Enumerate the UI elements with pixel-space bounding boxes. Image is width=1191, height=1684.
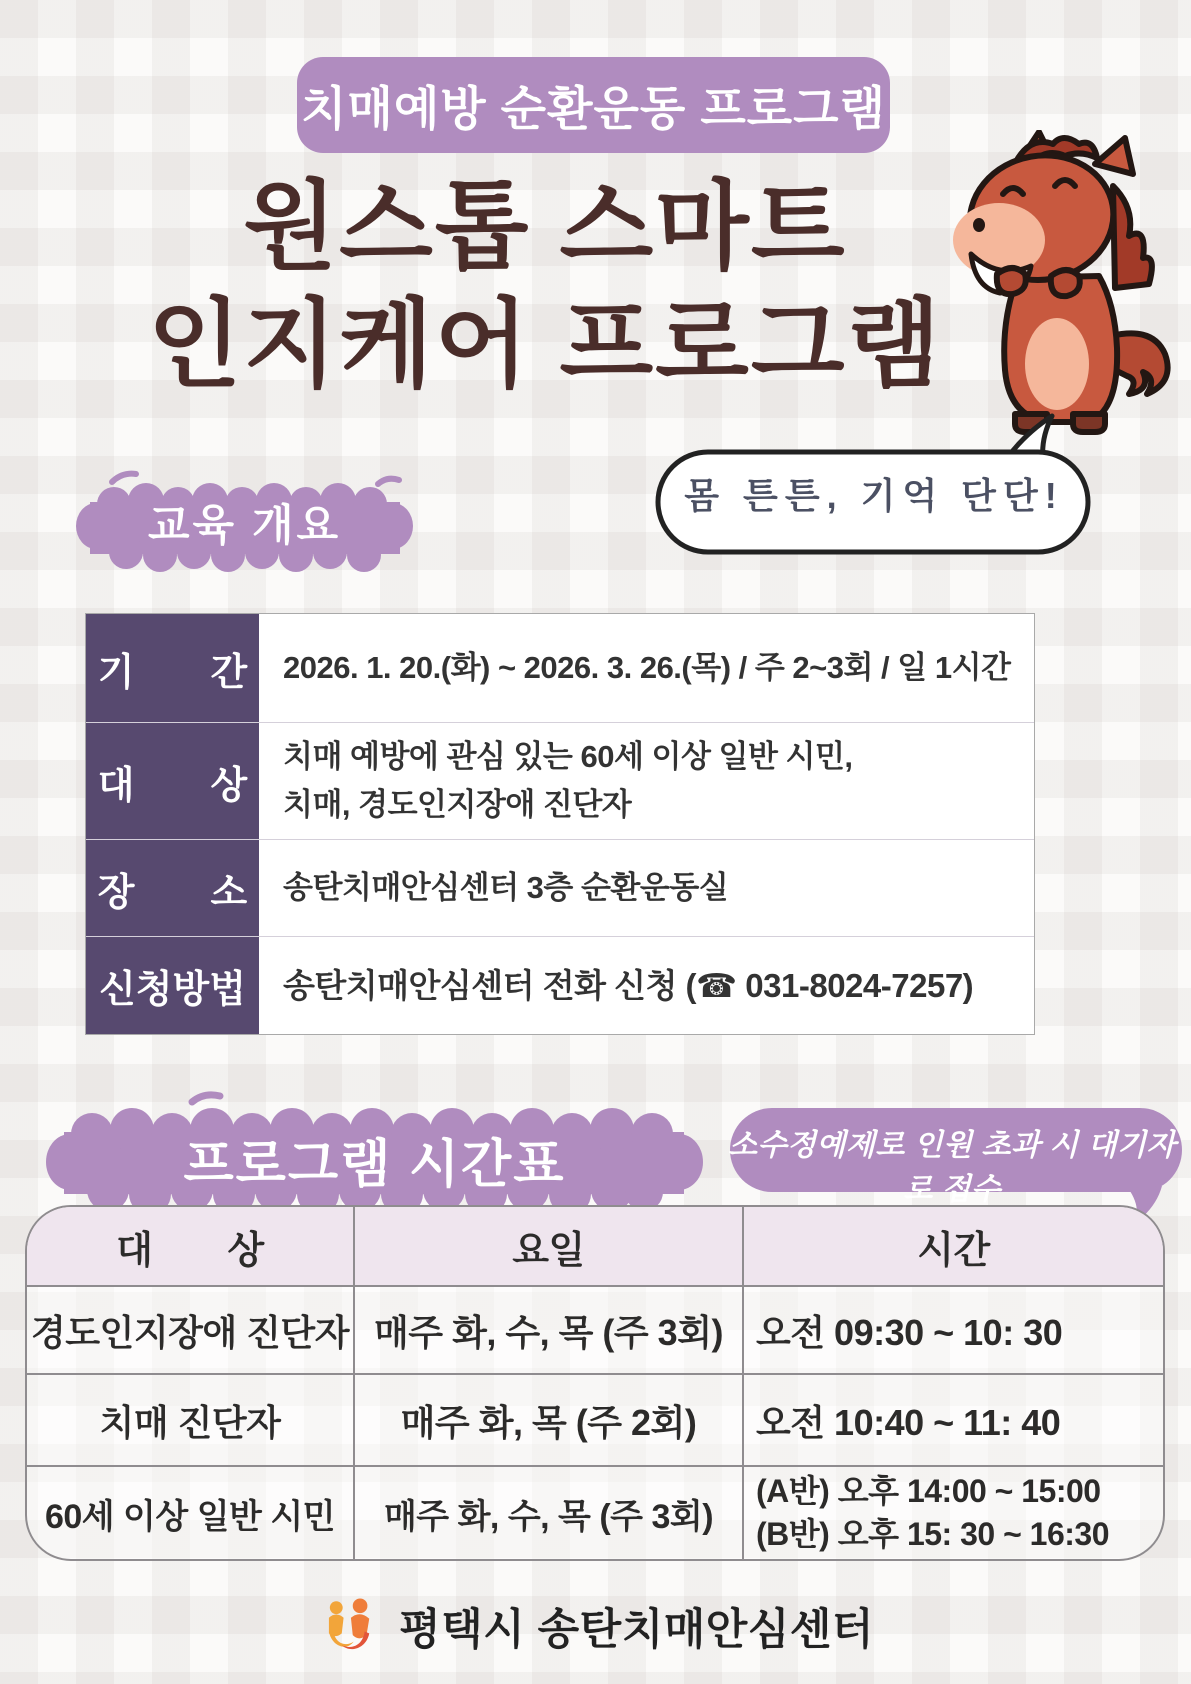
row-time: [744, 1467, 1163, 1559]
title-line1: 원스톱 스마트: [243, 172, 847, 281]
footer-org-name: 평택시 송탄치매안심센터: [399, 1605, 874, 1654]
row-label-target: 대 상: [86, 723, 259, 838]
schedule-table: [25, 1205, 1165, 1561]
mascot-speech-text: 몸 튼튼, 기억 단단!: [684, 475, 1064, 516]
row-value-target-line2: 치매, 경도인지장애 진단자: [283, 787, 632, 823]
schedule-row: [27, 1287, 1163, 1375]
header-days: 요일: [355, 1207, 744, 1285]
row-time-b: (B반) 오후 15: 30 ~ 16:30: [756, 1516, 1109, 1552]
row-target: 치매 진단자: [27, 1375, 355, 1465]
schedule-row: [27, 1467, 1163, 1559]
row-days: 매주 화, 수, 목 (주 3회): [355, 1467, 744, 1559]
row-time-a: (A반) 오후 14:00 ~ 15:00: [756, 1472, 1101, 1509]
table-row: [86, 840, 1034, 938]
row-value-target-line1: 치매 예방에 관심 있는 60세 이상 일반 시민,: [283, 739, 853, 775]
row-time: 오전 09:30 ~ 10: 30: [756, 1311, 1063, 1353]
row-days: 매주 화, 목 (주 2회): [355, 1375, 744, 1465]
row-time: 오전 10:40 ~ 11: 40: [756, 1401, 1061, 1443]
row-days: 매주 화, 수, 목 (주 3회): [355, 1287, 744, 1373]
row-target: 60세 이상 일반 시민: [27, 1467, 355, 1559]
schedule-note-text: 소수정예제로 인원 초과 시 대기자로 접수: [727, 1129, 1177, 1206]
header-target: 대 상: [27, 1207, 355, 1285]
row-target: 경도인지장애 진단자: [27, 1287, 355, 1373]
top-badge: [297, 57, 890, 153]
table-row: [86, 614, 1034, 723]
table-row: [86, 723, 1034, 839]
row-value-period: 2026. 1. 20.(화) ~ 2026. 3. 26.(목) / 주 2~3회 / 일 1시간: [283, 650, 1011, 686]
footer: [0, 1586, 1191, 1666]
row-label-apply: 신청방법: [86, 937, 259, 1034]
row-label-place: 장 소: [86, 840, 259, 937]
overview-table: [85, 613, 1035, 1035]
header-time: 시간: [917, 1229, 990, 1272]
schedule-header-row: [27, 1207, 1163, 1287]
table-row: [86, 937, 1034, 1034]
horse-mascot-icon: [905, 130, 1185, 440]
row-label-period: 기 간: [86, 614, 259, 722]
section-schedule-title: 프로그램 시간표: [183, 1136, 566, 1194]
section-overview-title: 교육 개요: [147, 502, 342, 550]
center-logo-icon: [317, 1596, 383, 1656]
title-line2: 인지케어 프로그램: [147, 290, 943, 400]
top-badge-label: 치매예방 순환운동 프로그램: [301, 81, 886, 135]
schedule-row: [27, 1375, 1163, 1467]
row-value-apply: 송탄치매안심센터 전화 신청 (☎ 031-8024-7257): [283, 967, 974, 1005]
row-value-place: 송탄치매안심센터 3층 순환운동실: [283, 870, 729, 906]
